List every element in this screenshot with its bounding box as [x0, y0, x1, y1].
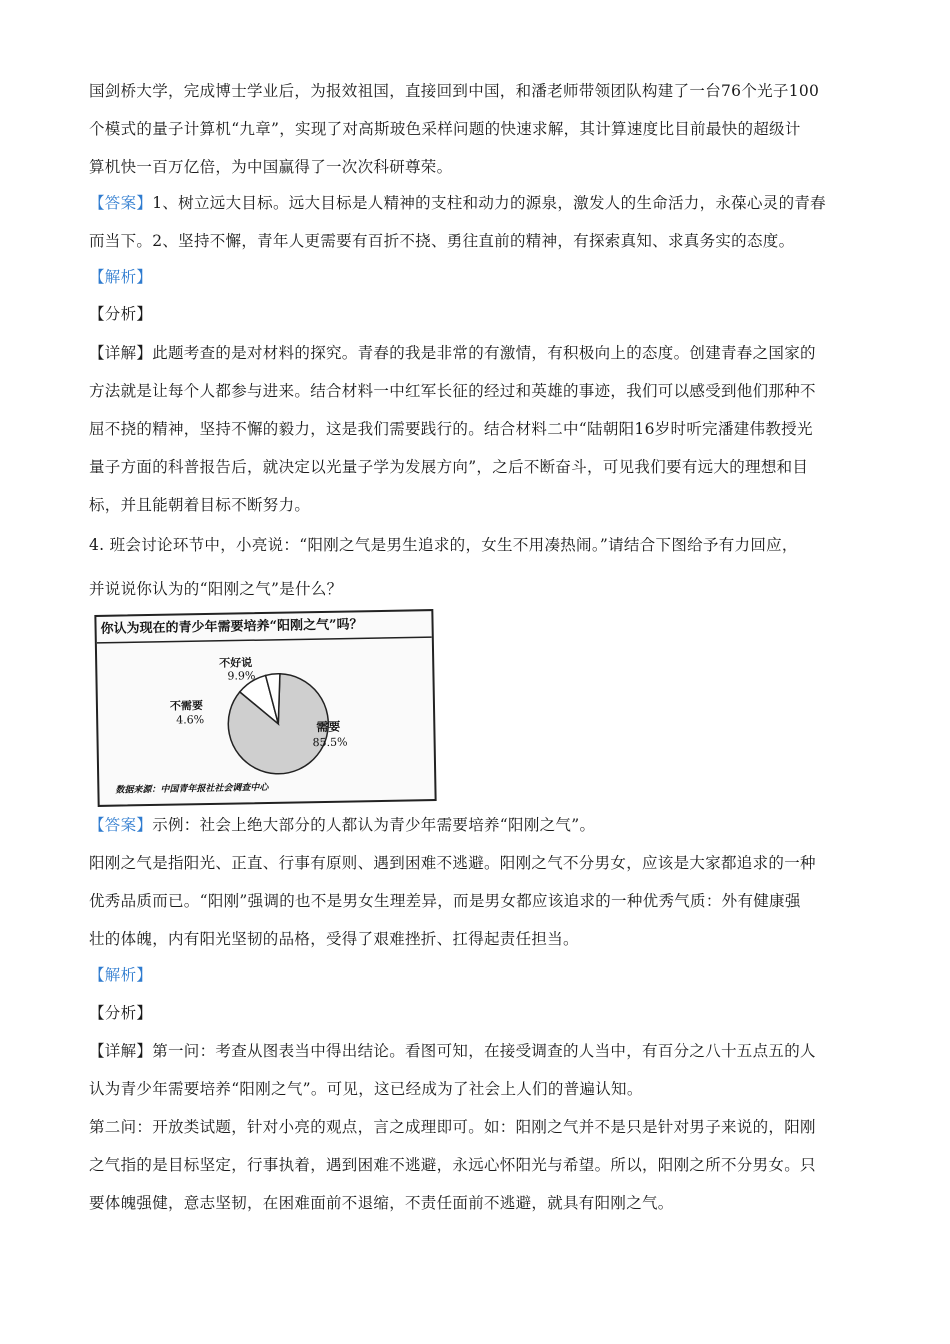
q3-answer-line: [89, 192, 869, 214]
text-line: 要体魄强健，意志坚韧，在困难面前不退缩，不责任面前不逃避，就具有阳刚之气。: [89, 1194, 674, 1212]
detail-tag: 【详解】: [89, 1042, 153, 1060]
answer-tag: 【答案】: [89, 194, 153, 212]
text-line: 第二问：开放类试题，针对小亮的观点，言之成理即可。如：阳刚之气并不是只是针对男子来说的，阳刚: [89, 1118, 816, 1136]
detail-tag: 【详解】: [89, 344, 153, 362]
detail-text: 第一问：考查从图表当中得出结论。看图可知，在接受调查的人当中，有百分之八十五点五的人: [152, 1042, 816, 1060]
slice-label-need: 需要: [316, 719, 341, 735]
text-line: 优秀品质而已。“阳刚”强调的也不是男女生理差异，而是男女都应该追求的一种优秀气质：外有健康强: [89, 892, 801, 910]
pie-chart: [96, 611, 434, 805]
slice-label-no: 不需要: [169, 699, 204, 713]
text-line: 阳刚之气是指阳光、正直、行事有原则、遇到困难不逃避。阳刚之气不分男女，应该是大家都追求的一种: [89, 854, 816, 872]
text-line: 量子方面的科普报告后，就决定以光量子学为发展方向”，之后不断奋斗，可见我们要有远大的理想和目: [89, 458, 809, 476]
q4-question-line: 4. 班会讨论环节中，小亮说：“阳刚之气是男生追求的，女生不用凑热闹。”请结合下图给予有力回应，: [89, 536, 798, 554]
answer-tag: 【答案】: [89, 816, 153, 834]
detail-text: 此题考查的是对材料的探究。青春的我是非常的有激情，有积极向上的态度。创建青春之国家的: [152, 344, 816, 362]
text-line: 壮的体魄，内有阳光坚韧的品格，受得了艰难挫折、扛得起责任担当。: [89, 930, 579, 948]
q4-answer-line: [89, 814, 869, 836]
chart-title: 你认为现在的青少年需要培养“阳刚之气”吗？: [100, 617, 363, 637]
slice-value-no: 4.6%: [176, 713, 205, 727]
q3-detail-line: [89, 342, 869, 364]
chart-source: 数据来源：中国青年报社社会调查中心: [115, 782, 269, 796]
text-line: 认为青少年需要培养“阳刚之气”。可见，这已经成为了社会上人们的普遍认知。: [89, 1080, 643, 1098]
fenxi-tag: 【分析】: [89, 1004, 153, 1022]
answer-text: 示例：社会上绝大部分的人都认为青少年需要培养“阳刚之气”。: [152, 816, 596, 834]
text-line: 标，并且能朝着目标不断努力。: [89, 496, 311, 514]
text-line: 之气指的是目标坚定，行事执着，遇到困难不逃避，永远心怀阳光与希望。所以，阳刚之所不分男女。只: [89, 1156, 816, 1174]
q4-question-line: 并说说你认为的“阳刚之气”是什么？: [89, 580, 343, 598]
answer-text: 1、树立远大目标。远大目标是人精神的支柱和动力的源泉，激发人的生命活力，永葆心灵的青春: [152, 194, 826, 212]
pie-group: [227, 673, 329, 775]
fenxi-tag: 【分析】: [89, 305, 153, 323]
text-line: 算机快一百万亿倍，为中国赢得了一次次科研尊荣。: [89, 158, 453, 176]
text-line: 方法就是让每个人都参与进来。结合材料一中红军长征的经过和英雄的事迹，我们可以感受到他们那种不: [89, 382, 816, 400]
jiexi-tag: 【解析】: [89, 268, 153, 286]
survey-figure: [94, 609, 436, 807]
text-line: 而当下。2、坚持不懈，青年人更需要有百折不挠、勇往直前的精神，有探索真知、求真务实的态度。: [89, 232, 795, 250]
text-line: 国剑桥大学，完成博士学业后，为报效祖国，直接回到中国，和潘老师带领团队构建了一台76个光子100: [89, 82, 820, 100]
slice-value-unsure: 9.9%: [227, 669, 256, 683]
slice-label-unsure: 不好说: [219, 656, 253, 670]
slice-value-need: 85.5%: [312, 735, 348, 750]
jiexi-tag: 【解析】: [89, 966, 153, 984]
text-line: 屈不挠的精神，坚持不懈的毅力，这是我们需要践行的。结合材料二中“陆朝阳16岁时听完潘建伟教授光: [89, 420, 813, 438]
title-divider: [97, 637, 432, 643]
text-line: 个模式的量子计算机“九章”，实现了对高斯玻色采样问题的快速求解，其计算速度比目前最快的超级计: [89, 120, 801, 138]
q4-detail-line: [89, 1040, 869, 1062]
